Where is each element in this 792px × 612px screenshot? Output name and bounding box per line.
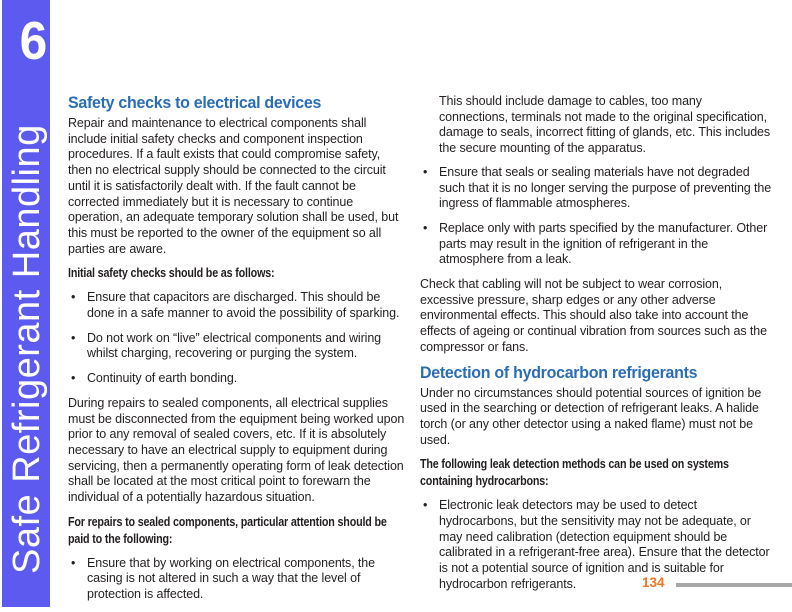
sealed-repairs-list bbox=[68, 556, 406, 603]
page-number: 134 bbox=[642, 575, 665, 590]
list-item: • Replace only with parts specified by the manufacturer. Other parts may result in the ignition of refrigerant in the atmosphere from a leak. bbox=[420, 221, 772, 268]
leak-detection-list bbox=[420, 498, 772, 592]
chapter-title-vertical: Safe Refrigerant Handling bbox=[6, 124, 48, 574]
chapter-sidebar bbox=[2, 0, 50, 607]
list-item: • Ensure that by working on electrical components, the casing is not altered in such a way that the level of protection is affected. bbox=[68, 556, 406, 603]
list-item: • Continuity of earth bonding. bbox=[68, 371, 406, 387]
list-item: • Do not work on “live” electrical components and wiring whilst charging, recovering or purging the system. bbox=[68, 331, 406, 362]
cabling-paragraph: Check that cabling will not be subject to wear corrosion, excessive pressure, sharp edges or any other adverse environmental effects. This should also take into account the effects of ageing or continual vibration from sources such as the compressor or fans. bbox=[420, 277, 767, 354]
initial-checks-subhead: Initial safety checks should be as follows: bbox=[68, 266, 275, 281]
list-item: • Ensure that capacitors are discharged. This should be done in a safe manner to avoid the possibility of sparking. bbox=[68, 290, 406, 321]
section-heading-detection: Detection of hydrocarbon refrigerants bbox=[420, 362, 698, 382]
right-column bbox=[420, 94, 772, 602]
ignition-paragraph: Under no circumstances should potential sources of ignition be used in the searching or detection of refrigerant leaks. A halide torch (or any other detector using a naked flame) must not be used. bbox=[420, 385, 762, 447]
intro-paragraph: Repair and maintenance to electrical components shall include initial safety checks and component inspection procedures. If a fault exists that could compromise safety, then no electrical supply should be connected to the circuit until it is satisfactorily dealt with. If the fault cannot be corrected immediately but it is necessary to continue operation, an adequate temporary solution shall be used, but this must be reported to the owner of the equipment so all parties are aware. bbox=[68, 116, 399, 256]
casing-continuation-paragraph: This should include damage to cables, too many connections, terminals not made to the original specification, damage to seals, incorrect fitting of glands, etc. This includes the secure mounting of the apparatus. bbox=[439, 94, 771, 156]
leak-detection-subhead: The following leak detection methods can be used on systems containing hydrocarbons: bbox=[420, 457, 729, 489]
sealed-repairs-paragraph: During repairs to sealed components, all electrical supplies must be disconnected from the equipment being worked upon prior to any removal of sealed covers, etc. If it is absolutely necessary to have an electrical supply to equipment during servicing, then a permanently operating form of leak detection shall be located at the most critical point to forewarn the individual of a potentially hazardous situation. bbox=[68, 395, 405, 505]
sealed-repairs-list-continued bbox=[420, 165, 772, 268]
list-item: • Ensure that seals or sealing materials have not degraded such that it is no longer serving the purpose of preventing the ingress of flammable atmospheres. bbox=[420, 165, 772, 212]
list-item: • Electronic leak detectors may be used to detect hydrocarbons, but the sensitivity may not be adequate, or may need calibration (detection equipment should be calibrated in a refrigerant-free area). Ensure that the detector is not a potential source of ignition and is suitable for hydrocarbon refrigerants. bbox=[420, 498, 772, 592]
section-heading-safety-checks: Safety checks to electrical devices bbox=[68, 93, 322, 112]
initial-checks-list bbox=[68, 290, 406, 387]
chapter-number: 6 bbox=[19, 11, 48, 71]
footer-rule bbox=[676, 583, 792, 587]
left-column bbox=[68, 94, 406, 612]
sealed-repairs-subhead: For repairs to sealed components, particular attention should be paid to the following: bbox=[68, 514, 387, 546]
